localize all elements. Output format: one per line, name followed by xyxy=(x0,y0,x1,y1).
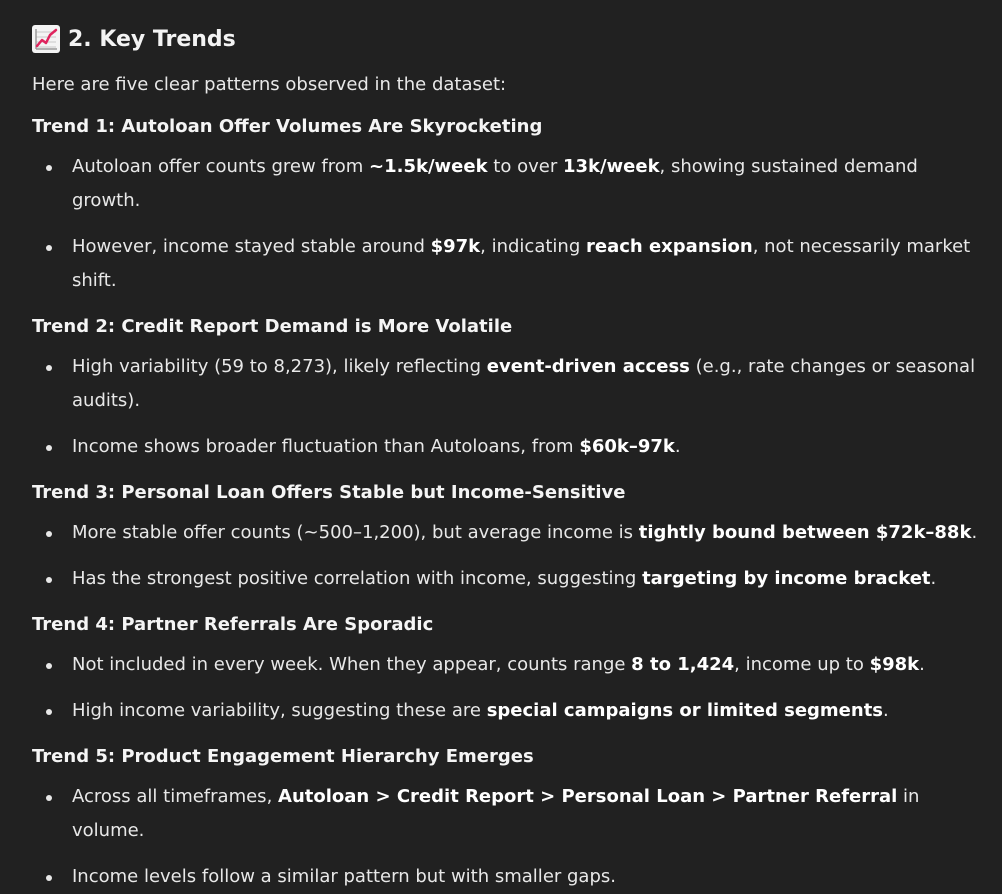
section-title: 2. Key Trends xyxy=(68,26,236,52)
trend-5 xyxy=(32,744,986,894)
list-item: Has the strongest positive correlation with income, suggesting targeting by income bracket. xyxy=(72,562,986,596)
list-item: However, income stayed stable around $97k, indicating reach expansion, not necessarily market shift. xyxy=(72,230,986,298)
list-item: Income shows broader fluctuation than Autoloans, from $60k–97k. xyxy=(72,430,986,464)
trend-title: Trend 2: Credit Report Demand is More Volatile xyxy=(32,316,513,337)
trend-bullet-list xyxy=(32,648,986,728)
trend-title: Trend 4: Partner Referrals Are Sporadic xyxy=(32,614,434,635)
trend-bullet-list xyxy=(32,350,986,464)
list-item: Across all timeframes, Autoloan > Credit Report > Personal Loan > Partner Referral in volume. xyxy=(72,780,986,848)
trend-4 xyxy=(32,612,986,728)
chart-increasing-icon xyxy=(32,25,60,53)
intro-text: Here are five clear patterns observed in the dataset: xyxy=(32,74,507,95)
trend-bullet-list xyxy=(32,780,986,894)
trend-3 xyxy=(32,480,986,596)
trend-bullet-list xyxy=(32,516,986,596)
trend-bullet-list xyxy=(32,150,986,298)
trend-title: Trend 5: Product Engagement Hierarchy Emerges xyxy=(32,746,534,767)
list-item: Income levels follow a similar pattern but with smaller gaps. xyxy=(72,860,986,894)
trend-title: Trend 3: Personal Loan Offers Stable but Income-Sensitive xyxy=(32,482,626,503)
list-item: High variability (59 to 8,273), likely reflecting event-driven access (e.g., rate changes or seasonal audits). xyxy=(72,350,986,418)
trend-2 xyxy=(32,314,986,464)
list-item: More stable offer counts (~500–1,200), but average income is tightly bound between $72k–88k. xyxy=(72,516,986,550)
list-item: Autoloan offer counts grew from ~1.5k/week to over 13k/week, showing sustained demand growth. xyxy=(72,150,986,218)
list-item: Not included in every week. When they appear, counts range 8 to 1,424, income up to $98k. xyxy=(72,648,986,682)
section-heading xyxy=(32,20,986,58)
list-item: High income variability, suggesting these are special campaigns or limited segments. xyxy=(72,694,986,728)
trend-title: Trend 1: Autoloan Offer Volumes Are Skyrocketing xyxy=(32,116,543,137)
trend-1 xyxy=(32,114,986,298)
